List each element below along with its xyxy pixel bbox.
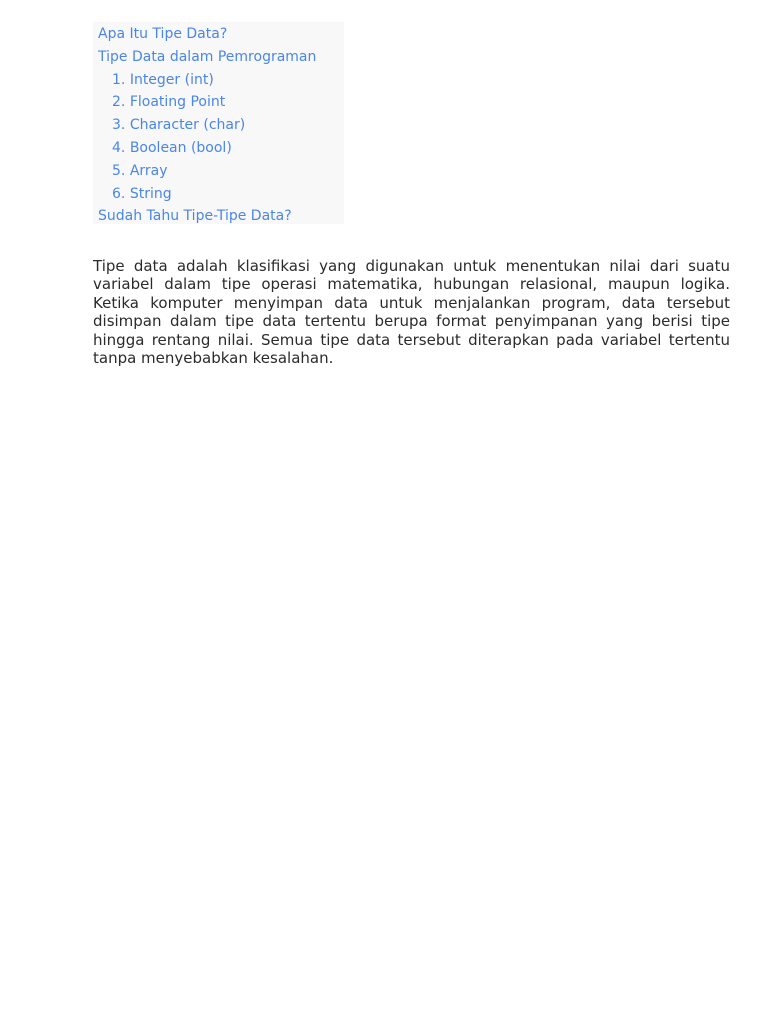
toc-link-tipe-data-dalam-pemrograman[interactable]: [93, 46, 344, 69]
toc-link-number: 4.: [112, 139, 126, 156]
toc-link-label: Array: [129, 162, 168, 179]
toc-link-integer[interactable]: [93, 69, 344, 92]
toc-link-number: 2.: [112, 94, 126, 111]
toc-link-number: 3.: [112, 117, 126, 134]
toc-link-number: 6.: [112, 185, 126, 202]
toc-link-label: Integer (int): [129, 71, 214, 88]
toc-link-label: Floating Point: [129, 94, 226, 111]
toc-link-sudah-tahu[interactable]: [93, 205, 344, 228]
toc-link-label: Sudah Tahu Tipe-Tipe Data?: [98, 208, 292, 225]
toc-link-number: 1.: [112, 71, 126, 88]
toc-link-character[interactable]: [93, 114, 344, 137]
toc-link-label: String: [129, 185, 172, 202]
toc-link-number: 5.: [112, 162, 126, 179]
toc-link-array[interactable]: [93, 160, 344, 183]
intro-paragraph: Tipe data adalah klasifikasi yang digunakan untuk menentukan nilai dari suatu variabel dalam tipe operasi matematika, hubungan relasional, maupun logika. Ketika komputer menyimpan data untuk menjalankan program, data tersebut disimpan dalam tipe data tertentu berupa format penyimpanan yang berisi tipe hingga rentang nilai. Semua tipe data tersebut diterapkan pada variabel tertentu tanpa menyebabkan kesalahan.: [93, 257, 730, 368]
table-of-contents: [93, 22, 344, 224]
toc-link-boolean[interactable]: [93, 137, 344, 160]
toc-link-label: Boolean (bool): [129, 139, 232, 156]
toc-link-label: Tipe Data dalam Pemrograman: [98, 48, 317, 65]
toc-link-label: Apa Itu Tipe Data?: [98, 26, 228, 42]
toc-link-label: Character (char): [129, 117, 246, 134]
toc-link-string[interactable]: [93, 183, 344, 206]
toc-link-floating-point[interactable]: [93, 91, 344, 114]
toc-link-apa-itu-tipe-data[interactable]: [93, 23, 344, 46]
